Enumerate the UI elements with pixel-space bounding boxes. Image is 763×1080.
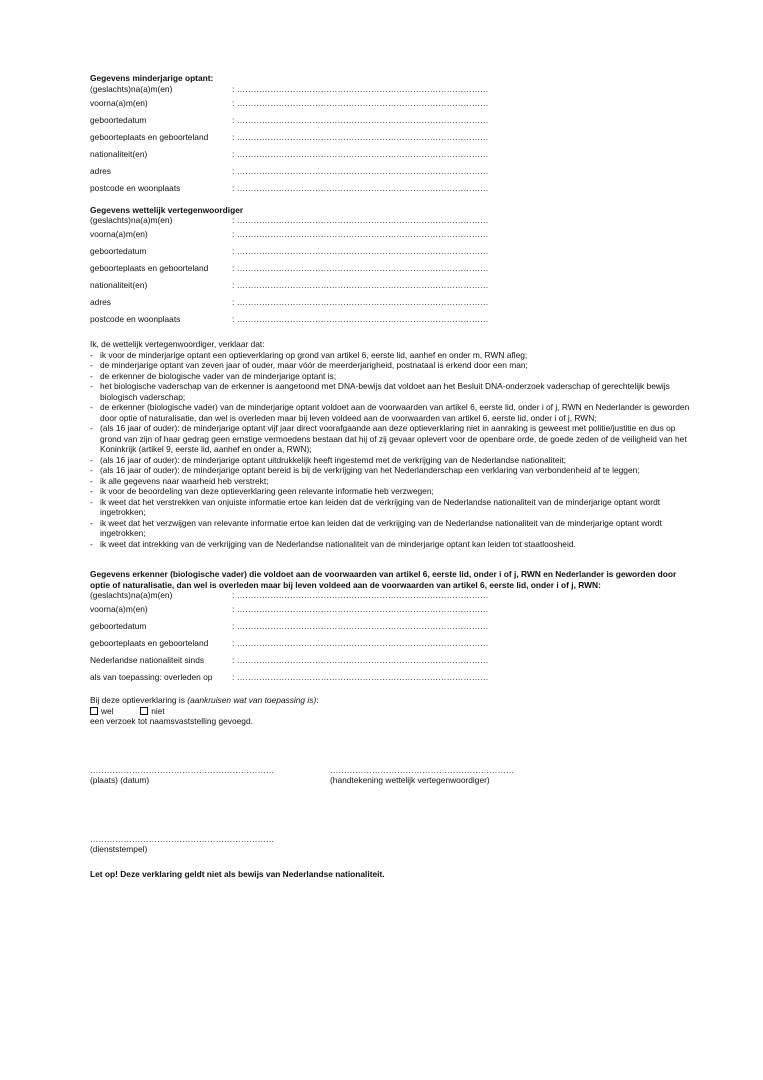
signature-block bbox=[330, 765, 570, 786]
field-label: (geslachts)na(a)m(en) bbox=[90, 83, 173, 94]
list-item: - (als 16 jaar of ouder): de minderjarige optant uitdrukkelijk heeft ingestemd met de verkrijging van de Nederlandse nationaliteit; bbox=[90, 454, 567, 465]
name-request-options bbox=[90, 706, 690, 717]
field-label: geboorteplaats en geboorteland bbox=[90, 131, 209, 142]
warning-text: Let op! Deze verklaring geldt niet als bewijs van Nederlandse nationaliteit. bbox=[90, 868, 385, 879]
representative-fields bbox=[90, 215, 690, 331]
field-label: geboorteplaats en geboorteland bbox=[90, 638, 209, 648]
option-niet[interactable]: niet bbox=[140, 706, 165, 716]
checkbox-wel[interactable] bbox=[90, 707, 98, 715]
field-label: adres bbox=[90, 297, 111, 307]
father-field-birthplace[interactable] bbox=[90, 638, 690, 655]
father-field-firstnames[interactable] bbox=[90, 604, 690, 621]
list-item: - het biologische vaderschap van de erkenner is aangetoond met DNA-bewijs dat voldoet aan het Besluit DNA-onderzoek vaderschap of gerechtelijk bewijs biologisch vaderschap; bbox=[90, 381, 670, 402]
field-blank[interactable]: : ……………………………………………………………………………… bbox=[232, 131, 489, 142]
field-label: postcode en woonplaats bbox=[90, 314, 181, 324]
field-label: (geslachts)na(a)m(en) bbox=[90, 590, 173, 600]
name-request-intro: Bij deze optieverklaring is (aankruisen wat van toepassing is): bbox=[90, 695, 319, 705]
minor-field-birthplace[interactable] bbox=[90, 132, 690, 149]
field-blank[interactable]: : ……………………………………………………………………………… bbox=[232, 165, 489, 176]
field-label: voorna(a)m(en) bbox=[90, 97, 148, 108]
field-label: (geslachts)na(a)m(en) bbox=[90, 215, 173, 225]
list-item: - ik voor de beoordeling van deze optieverklaring geen relevante informatie heb verzwegen; bbox=[90, 486, 434, 496]
rep-field-surname[interactable] bbox=[90, 215, 690, 229]
form-page bbox=[90, 73, 690, 887]
list-item: - ik voor de minderjarige optant een optieverklaring op grond van artikel 6, eerste lid, aanhef en onder m, RWN afleg; bbox=[90, 349, 528, 360]
field-label: geboortedatum bbox=[90, 621, 147, 631]
field-label: als van toepassing: overleden op bbox=[90, 672, 213, 682]
field-blank[interactable]: : ……………………………………………………………………………… bbox=[232, 246, 489, 256]
rep-field-birthplace[interactable] bbox=[90, 263, 690, 280]
minor-field-address[interactable] bbox=[90, 166, 690, 183]
father-field-birthdate[interactable] bbox=[90, 621, 690, 638]
father-field-surname[interactable] bbox=[90, 590, 690, 604]
field-blank[interactable]: : ……………………………………………………………………………… bbox=[232, 97, 489, 108]
minor-field-firstnames[interactable] bbox=[90, 98, 690, 115]
father-fields bbox=[90, 590, 690, 689]
field-label: geboortedatum bbox=[90, 246, 147, 256]
father-field-deceased-on[interactable] bbox=[90, 672, 690, 689]
stamp-label: (dienststempel) bbox=[90, 844, 148, 854]
field-blank[interactable]: : ……………………………………………………………………………… bbox=[232, 280, 489, 290]
field-blank[interactable]: : ……………………………………………………………………………… bbox=[232, 182, 489, 193]
field-label: nationaliteit(en) bbox=[90, 280, 148, 290]
rep-field-birthdate[interactable] bbox=[90, 246, 690, 263]
field-blank[interactable]: : ……………………………………………………………………………… bbox=[232, 83, 489, 94]
representative-heading: Gegevens wettelijk vertegenwoordiger bbox=[90, 204, 244, 215]
name-request bbox=[90, 695, 690, 727]
list-item: - de erkenner (biologische vader) van de minderjarige optant voldoet aan de voorwaarden van artikel 6, eerste lid, onder i of j, RWN en Nederlander is geworden door optie of naturalisatie, dan wel is overleden maar bij leven voldeed aan de voorwaarden van artikel 6, eerste lid, onder i of j, RWN; bbox=[90, 402, 690, 423]
field-blank[interactable]: : ……………………………………………………………………………… bbox=[232, 114, 489, 125]
signature-row bbox=[90, 765, 690, 786]
field-label: postcode en woonplaats bbox=[90, 182, 181, 193]
field-blank[interactable]: : ……………………………………………………………………………… bbox=[232, 297, 489, 307]
minor-fields bbox=[90, 84, 690, 200]
field-label: voorna(a)m(en) bbox=[90, 229, 148, 239]
minor-field-surname[interactable] bbox=[90, 84, 690, 98]
place-date-label: (plaats) (datum) bbox=[90, 775, 150, 785]
list-item: - ik weet dat intrekking van de verkrijging van de Nederlandse nationaliteit van de minderjarige optant kan leiden tot staatloosheid. bbox=[90, 538, 576, 549]
place-date-block bbox=[90, 765, 330, 786]
option-wel[interactable]: wel bbox=[90, 706, 114, 716]
name-request-outro: een verzoek tot naamsvaststelling gevoegd. bbox=[90, 716, 253, 726]
list-item: - (als 16 jaar of ouder): de minderjarige optant bereid is bij de verkrijging van het Nederlanderschap een verklaring van verbondenheid af te leggen; bbox=[90, 465, 640, 475]
rep-field-postcode[interactable] bbox=[90, 314, 690, 331]
stamp-line[interactable]: ………………………………………………………… bbox=[90, 833, 275, 844]
minor-field-postcode[interactable] bbox=[90, 183, 690, 200]
list-item: - (als 16 jaar of ouder): de minderjarige optant vijf jaar direct voorafgaande aan deze optieverklaring niet in aanraking is geweest met politie/justitie en dus op grond van zijn of haar gedrag geen ernstige vermoedens bestaan dat hij of zij gevaar oplevert voor de openbare orde, de goede zeden of de veiligheid van het Koninkrijk (artikel 9, eerste lid, aanhef en onder a, RWN); bbox=[90, 423, 687, 454]
field-blank[interactable]: : ……………………………………………………………………………… bbox=[232, 314, 489, 324]
list-item: - ik alle gegevens naar waarheid heb verstrekt; bbox=[90, 475, 269, 486]
declaration-list bbox=[90, 350, 690, 550]
place-date-line[interactable]: ………………………………………………………… bbox=[90, 764, 275, 775]
field-label: adres bbox=[90, 165, 111, 176]
signature-line[interactable]: ………………………………………………………… bbox=[330, 764, 515, 775]
field-label: geboortedatum bbox=[90, 114, 147, 125]
minor-field-birthdate[interactable] bbox=[90, 115, 690, 132]
signature-label: (handtekening wettelijk vertegenwoordiger) bbox=[330, 775, 490, 785]
rep-field-nationality[interactable] bbox=[90, 280, 690, 297]
rep-field-address[interactable] bbox=[90, 297, 690, 314]
field-blank[interactable]: : ……………………………………………………………………………… bbox=[232, 590, 489, 600]
field-blank[interactable]: : ……………………………………………………………………………… bbox=[232, 263, 489, 273]
declaration-intro: Ik, de wettelijk vertegenwoordiger, verklaar dat: bbox=[90, 339, 265, 349]
list-item: - de erkenner de biologische vader van de minderjarige optant is; bbox=[90, 370, 337, 381]
field-blank[interactable]: : ……………………………………………………………………………… bbox=[232, 215, 489, 225]
field-blank[interactable]: : ……………………………………………………………………………… bbox=[232, 638, 489, 648]
field-label: voorna(a)m(en) bbox=[90, 604, 148, 614]
field-label: nationaliteit(en) bbox=[90, 148, 148, 159]
field-blank[interactable]: : ……………………………………………………………………………… bbox=[232, 604, 489, 614]
list-item: - ik weet dat het verstrekken van onjuiste informatie ertoe kan leiden dat de verkrijging van de Nederlandse nationaliteit van de minderjarige optant wordt ingetrokken; bbox=[90, 496, 661, 517]
field-blank[interactable]: : ……………………………………………………………………………… bbox=[232, 229, 489, 239]
checkbox-niet[interactable] bbox=[140, 707, 148, 715]
field-blank[interactable]: : ……………………………………………………………………………… bbox=[232, 655, 489, 665]
list-item: - de minderjarige optant van zeven jaar of ouder, maar vóór de meerderjarigheid, postnataal is erkend door een man; bbox=[90, 360, 528, 370]
list-item: - ik weet dat het verzwijgen van relevante informatie ertoe kan leiden dat de verkrijging van de Nederlandse nationaliteit van de minderjarige optant wordt ingetrokken; bbox=[90, 517, 662, 538]
minor-field-nationality[interactable] bbox=[90, 149, 690, 166]
field-blank[interactable]: : ……………………………………………………………………………… bbox=[232, 148, 489, 159]
father-field-nationality-since[interactable] bbox=[90, 655, 690, 672]
field-blank[interactable]: : ……………………………………………………………………………… bbox=[232, 621, 489, 631]
field-label: Nederlandse nationaliteit sinds bbox=[90, 655, 205, 665]
father-heading: Gegevens erkenner (biologische vader) die voldoet aan de voorwaarden van artikel 6, eerste lid, onder i of j, RWN en Nederlander is geworden door optie of naturalisatie, dan wel is overleden maar bij leven voldeed aan de voorwaarden van artikel 6, eerste lid, onder i of j, RWN: bbox=[90, 569, 677, 590]
rep-field-firstnames[interactable] bbox=[90, 229, 690, 246]
stamp-block bbox=[90, 834, 690, 855]
minor-heading: Gegevens minderjarige optant: bbox=[90, 73, 214, 83]
field-label: geboorteplaats en geboorteland bbox=[90, 263, 209, 273]
field-blank[interactable]: : ……………………………………………………………………………… bbox=[232, 672, 489, 682]
